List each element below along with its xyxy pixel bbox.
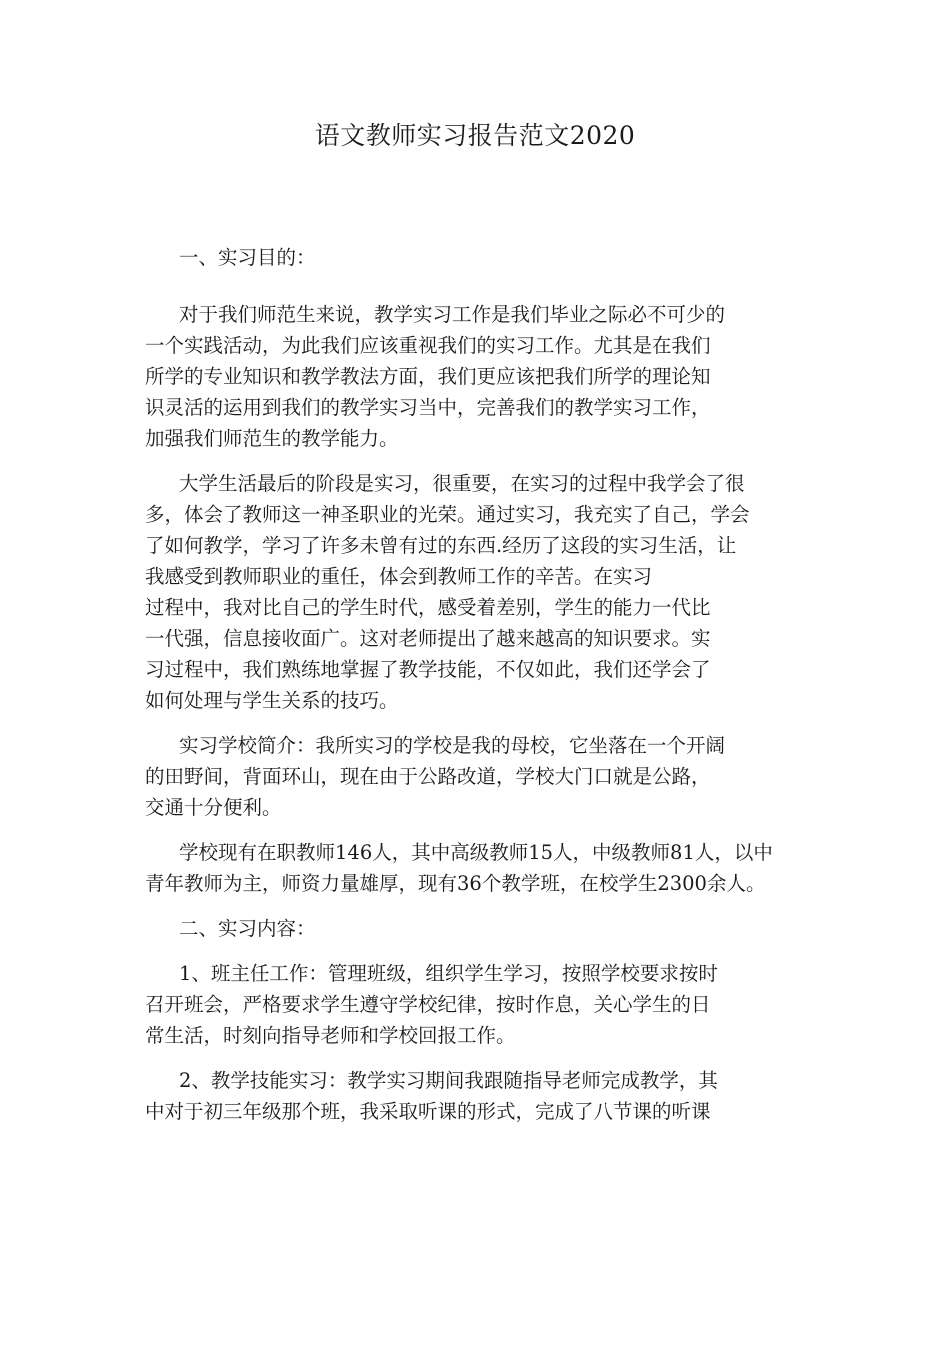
paragraph-line: 对于我们师范生来说，教学实习工作是我们毕业之际必不可少的 xyxy=(179,303,726,326)
paragraph-line: 识灵活的运用到我们的教学实习当中，完善我们的教学实习工作， xyxy=(145,396,711,419)
paragraph-line: 大学生活最后的阶段是实习，很重要，在实习的过程中我学会了很 xyxy=(179,472,745,495)
document-body xyxy=(145,242,835,1127)
paragraph-school-stats xyxy=(145,837,835,899)
paragraph-line: 1、班主任工作：管理班级，组织学生学习，按照学校要求按时 xyxy=(179,962,718,985)
paragraph-line: 一代强，信息接收面广。这对老师提出了越来越高的知识要求。实 xyxy=(145,627,711,650)
paragraph-line: 常生活，时刻向指导老师和学校回报工作。 xyxy=(145,1024,516,1047)
paragraph-line: 加强我们师范生的教学能力。 xyxy=(145,427,399,450)
paragraph-line: 2、教学技能实习：教学实习期间我跟随指导老师完成教学，其 xyxy=(179,1069,718,1092)
paragraph-class-teacher xyxy=(145,958,835,1051)
paragraph-line: 习过程中，我们熟练地掌握了教学技能，不仅如此，我们还学会了 xyxy=(145,658,711,681)
paragraph-line: 一个实践活动，为此我们应该重视我们的实习工作。尤其是在我们 xyxy=(145,334,711,357)
paragraph-line: 我感受到教师职业的重任，体会到教师工作的辛苦。在实习 xyxy=(145,565,653,588)
paragraph-line: 的田野间，背面环山，现在由于公路改道，学校大门口就是公路， xyxy=(145,765,711,788)
paragraph-line: 学校现有在职教师146人，其中高级教师15人，中级教师81人，以中 xyxy=(179,841,773,864)
paragraph-line: 交通十分便利。 xyxy=(145,796,282,819)
paragraph-teaching-skills xyxy=(145,1065,835,1127)
paragraph-line: 了如何教学，学习了许多未曾有过的东西.经历了这段的实习生活，让 xyxy=(145,534,737,557)
paragraph-line: 实习学校简介：我所实习的学校是我的母校，它坐落在一个开阔 xyxy=(179,734,726,757)
section-heading-content: 二、实习内容： xyxy=(179,917,316,940)
paragraph-school-intro xyxy=(145,730,835,823)
paragraph-line: 如何处理与学生关系的技巧。 xyxy=(145,689,399,712)
paragraph-line: 所学的专业知识和教学教法方面，我们更应该把我们所学的理论知 xyxy=(145,365,711,388)
section-heading-purpose: 一、实习目的： xyxy=(179,246,316,269)
paragraph-line: 过程中，我对比自己的学生时代，感受着差别，学生的能力一代比 xyxy=(145,596,711,619)
paragraph-line: 多，体会了教师这一神圣职业的光荣。通过实习，我充实了自己，学会 xyxy=(145,503,750,526)
paragraph-line: 中对于初三年级那个班，我采取听课的形式，完成了八节课的听课 xyxy=(145,1100,711,1123)
paragraph-purpose xyxy=(145,299,835,454)
paragraph-line: 青年教师为主，师资力量雄厚，现有36个教学班，在校学生2300余人。 xyxy=(145,872,766,895)
paragraph-line: 召开班会，严格要求学生遵守学校纪律，按时作息，关心学生的日 xyxy=(145,993,711,1016)
document-title: 语文教师实习报告范文2020 xyxy=(314,121,636,150)
paragraph-experience xyxy=(145,468,835,716)
